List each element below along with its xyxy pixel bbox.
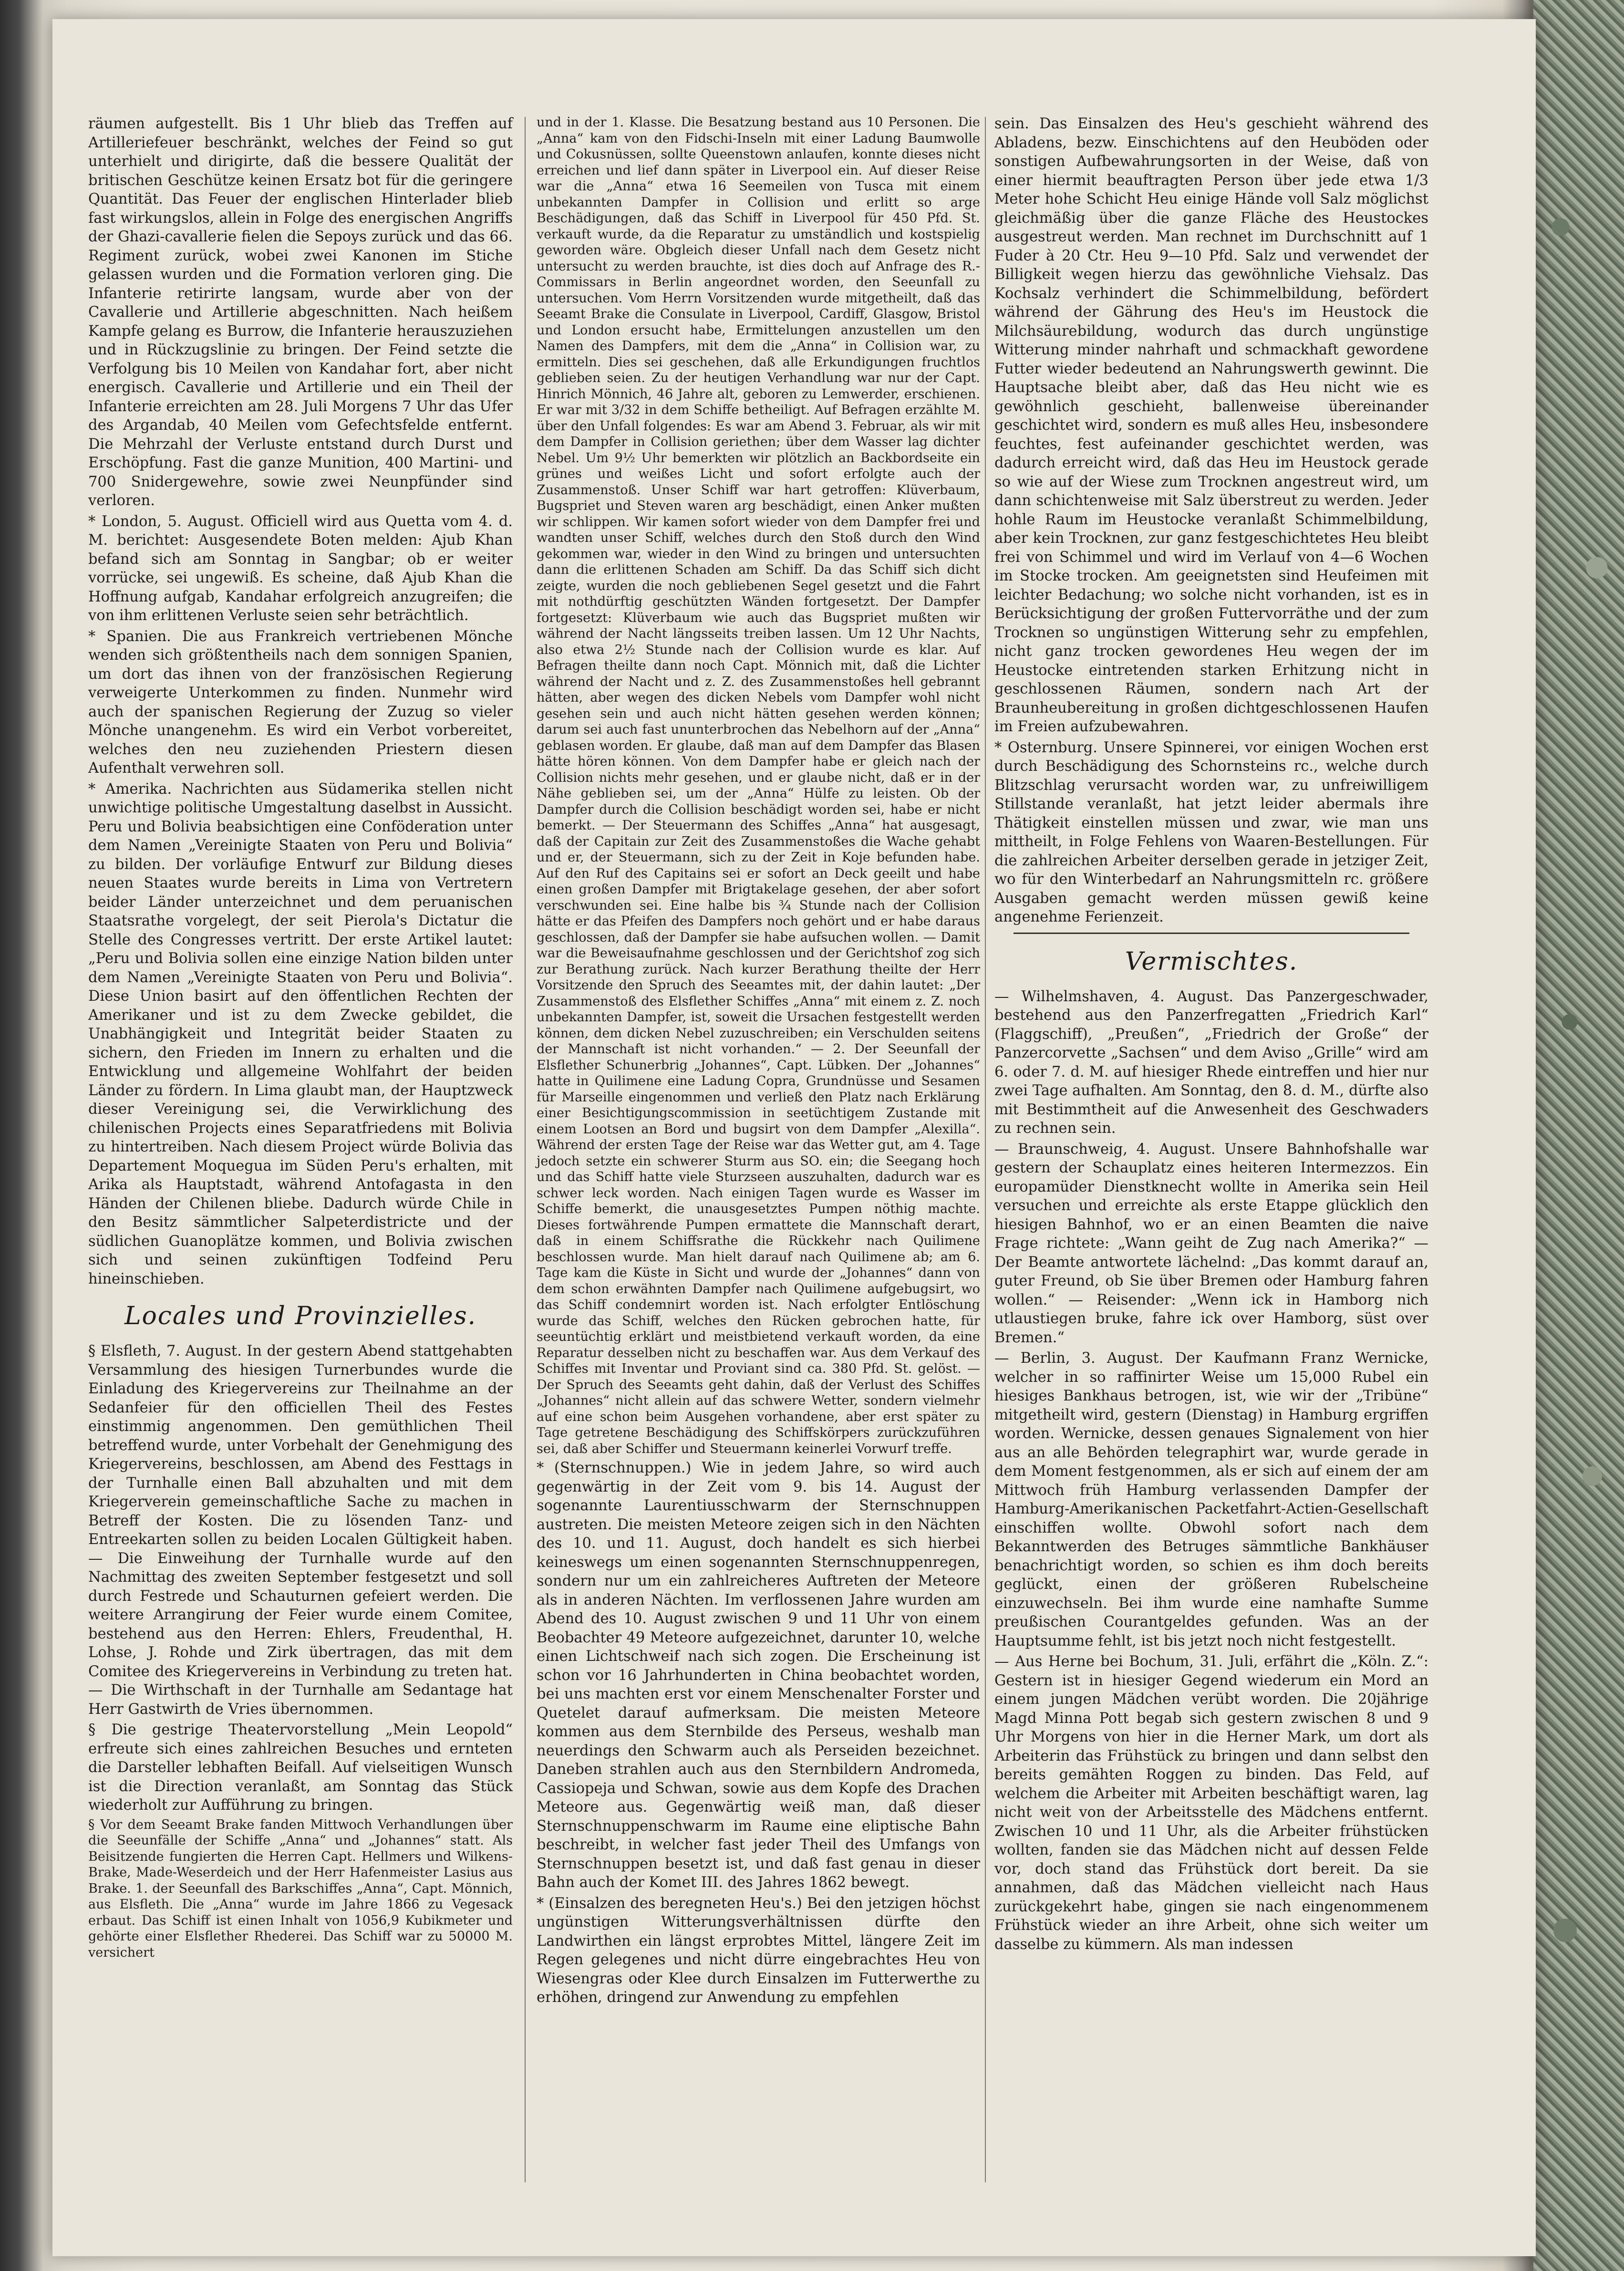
column-3 [994, 114, 1428, 1956]
article-wilhelmshaven: — Wilhelmshaven, 4. August. Das Panzergeschwader, bestehend aus den Panzerfregatten „Friedrich Karl“ (Flaggschiff), „Preußen“, „Friedrich der Große“ der Panzercorvette „Sachsen“ und dem Aviso „Grille“ wird am 6. oder 7. d. M. auf hiesiger Rhede eintreffen und hier nur zwei Tage aufhalten. Am Sonntag, den 8. d. M., dürfte also mit Bestimmtheit auf die Anwesenheit des Geschwaders zu rechnen sein. [994, 988, 1428, 1137]
article-einsalzen: * (Einsalzen des beregneten Heu's.) Bei den jetzigen höchst ungünstigen Witterungsverhältnissen dürfte den Landwirthen ein längst erprobtes Mittel, längere Zeit im Regen gelegenes und nicht dürre eingebrachtes Heu von Wiesengras oder Klee durch Einsalzen im Futterwerthe zu erhöhen, dringend zur Anwendung zu empfehlen [537, 1895, 980, 2006]
article-seeamt-continued: und in der 1. Klasse. Die Besatzung bestand aus 10 Personen. Die „Anna“ kam von den Fidschi-Inseln mit einer Ladung Baumwolle und Cokusnüssen, sollte Queenstown anlaufen, konnte dieses nicht erreichen und lief dann später in Liverpool ein. Auf dieser Reise war die „Anna“ etwa 16 Seemeilen von Tusca mit einem unbekannten Dampfer in Collision und erlitt so arge Beschädigungen, daß das Schiff in Liverpool für 450 Pfd. St. verkauft wurde, da die Reparatur zu umständlich und kostspielig geworden wäre. Obgleich dieser Unfall nach dem Gesetz nicht untersucht zu werden brauchte, ist dies doch auf Anfrage des R.-Commissars in Berlin angeordnet worden, den Seeunfall zu untersuchen. Vom Herrn Vorsitzenden wurde mitgetheilt, daß das Seeamt Brake die Consulate in Liverpool, Cardiff, Glasgow, Bristol und London ersucht habe, Ermittelungen anzustellen um den Namen des Dampfers, mit dem die „Anna“ in Collision war, zu ermitteln. Dies sei geschehen, daß alle Erkundigungen fruchtlos geblieben seien. Zu der heutigen Verhandlung war nur der Capt. Hinrich Mönnich, 46 Jahre alt, geboren zu Lemwerder, erschienen. Er war mit 3/32 in dem Schiffe betheiligt. Auf Befragen erzählte M. über den Unfall folgendes: Es war am Abend 3. Februar, als wir mit dem Dampfer in Collision geriethen; über dem Wasser lag dichter Nebel. Um 9½ Uhr bemerkten wir plötzlich an Backbordseite ein grünes und weißes Licht und sofort erfolgte auch der Zusammenstoß. Unser Schiff war hart getroffen: Klüverbaum, Bugspriet und Steven waren arg beschädigt, einen Anker mußten wir schlippen. Wir kamen sofort wieder von dem Dampfer frei und wandten unser Schiff, welches durch den Stoß durch den Wind gekommen war, wieder in den Wind zu bringen und untersuchten dann die erlittenen Schaden am Schiff. Da das Schiff sich dicht zeigte, wurden die noch gebliebenen Segel gesetzt und die Fahrt mit nothdürftig geschützten Wänden fortgesetzt. Der Dampfer fortgesetzt: Klüverbaum wie auch das Bugspriet mußten wir während der Nacht längsseits treiben lassen. Um 12 Uhr Nachts, also etwa 2½ Stunde nach der Collision wurde es klar. Auf Befragen theilte dann noch Capt. Mönnich mit, daß die Lichter während der Nacht und z. Z. des Zusammenstoßes hell gebrannt hätten, aber wegen des dicken Nebels vom Dampfer wohl nicht gesehen sein und auch nicht hätten gesehen werden können; darum sei auch fast ununterbrochen das Nebelhorn auf der „Anna“ geblasen worden. Er glaube, daß man auf dem Dampfer das Blasen hätte hören können. Von dem Dampfer habe er gleich nach der Collision nichts mehr gesehen, und er glaube nicht, daß er in der Nähe geblieben sei, um der „Anna“ Hülfe zu leisten. Ob der Dampfer durch die Collision beschädigt worden sei, habe er nicht bemerkt. — Der Steuermann des Schiffes „Anna“ hat ausgesagt, daß der Capitain zur Zeit des Zusammenstoßes die Wache gehabt und er, der Steuermann, sich zu der Zeit in Koje befunden habe. Auf den Ruf des Capitains sei er sofort an Deck geeilt und habe einen großen Dampfer mit Brigtakelage gesehen, der aber sofort verschwunden sei. Eine halbe bis ¾ Stunde nach der Collision hätte er das Pfeifen des Dampfers noch gehört und er habe daraus geschlossen, daß der Dampfer sie habe aufsuchen wollen. — Damit war die Beweisaufnahme geschlossen und der Gerichtshof zog sich zur Berathung zurück. Nach kurzer Berathung theilte der Herr Vorsitzende den Spruch des Seeamtes mit, der dahin lautet: „Der Zusammenstoß des Elsflether Schiffes „Anna“ mit einem z. Z. noch unbekannten Dampfer, ist, soweit die Ursachen festgestellt werden können, dem dicken Nebel zuzuschreiben; ein Verschulden seitens der Mannschaft ist nicht vorhanden.“ — 2. Der Seeunfall der Elsflether Schunerbrig „Johannes“, Capt. Lübken. Der „Johannes“ hatte in Quilimene eine Ladung Copra, Grundnüsse und Sesamen für Marseille eingenommen und verließ den Platz nach Erklärung einer Besichtigungscommission in seetüchtigem Zustande mit einem Lootsen an Bord und bugsirt von dem Dampfer „Alexilla“. Während der ersten Tage der Reise war das Wetter gut, am 4. Tage jedoch setzte ein schwerer Sturm aus SO. ein; die Seegang hoch und das Schiff hatte viele Sturzseen auszuhalten, dadurch war es schwer leck worden. Nach einigen Tagen wurde es Wasser im Schiffe bemerkt, die unausgesetztes Pumpen nöthig machte. Dieses fortwährende Pumpen ermattete die Mannschaft derart, daß in einem Schiffsrathe die Rückkehr nach Quilimene beschlossen wurde. Man hielt darauf nach Quilimene ab; am 6. Tage kam die Küste in Sicht und wurde der „Johannes“ dann von dem schon erwähnten Dampfer nach Quilimene aufgebugsirt, wo das Schiff condemnirt worden ist. Nach erfolgter Entlöschung wurde das Schiff, welches den Rücken gebrochen hatte, für seeuntüchtig erklärt und meistbietend verkauft worden, da eine Reparatur desselben nicht zu beschaffen war. Aus dem Verkauf des Schiffes mit Inventar und Proviant sind ca. 380 Pfd. St. gelöst. — Der Spruch des Seeamts geht dahin, daß der Verlust des Schiffes „Johannes“ nicht allein auf das schwere Wetter, sondern vielmehr auf eine schon beim Ausgehen vorhandene, aber erst später zu Tage getretene Beschädigung des Schiffskörpers zurückzuführen sei, daß aber Schiffer und Steuermann keinerlei Vorwurf treffe. [537, 115, 980, 1456]
article-sternschnuppen: * (Sternschnuppen.) Wie in jedem Jahre, so wird auch gegenwärtig in der Zeit vom 9. bis 14. August der sogenannte Laurentiusschwarm der Sternschnuppen austreten. Die meisten Meteore zeigen sich in den Nächten des 10. und 11. August, doch handelt es sich hierbei keineswegs um einen sogenannten Sternschnuppenregen, sondern nur um ein zahlreicheres Auftreten der Meteore als in anderen Nächten. Im verflossenen Jahre wurden am Abend des 10. August zwischen 9 und 11 Uhr von einem Beobachter 49 Meteore aufgezeichnet, darunter 10, welche einen Lichtschweif nach sich zogen. Die Erscheinung ist schon vor 16 Jahrhunderten in China beobachtet worden, bei uns machten erst vor einem Menschenalter Forster und Quetelet darauf aufmerksam. Die meisten Meteore kommen aus dem Sternbilde des Perseus, weshalb man neuerdings den Schwarm auch als Perseiden bezeichnet. Daneben strahlen auch aus den Sternbildern Andromeda, Cassiopeja und Schwan, sowie aus dem Kopfe des Drachen Meteore aus. Gegenwärtig weiß man, daß dieser Sternschnuppenschwarm im Raume eine eliptische Bahn beschreibt, in welcher fast jeder Theil des Umfangs von Sternschnuppen besetzt ist, und daß fast genau in dieser Bahn auch der Komet III. des Jahres 1862 bewegt. [537, 1460, 980, 1891]
column-separator [985, 117, 986, 2182]
article-einsalzen-continued: sein. Das Einsalzen des Heu's geschieht während des Abladens, bezw. Einschichtens auf den Heuböden oder sonstigen Aufbewahrungsorten in der Weise, daß von einer hiermit beauftragten Person über jede etwa 1/3 Meter hohe Schicht Heu einige Hände voll Salz möglichst gleichmäßig über die ganze Fläche des Heustockes ausgestreut werden. Man rechnet im Durchschnitt auf 1 Fuder à 20 Ctr. Heu 9—10 Pfd. Salz und verwendet der Billigkeit wegen hierzu das gewöhnliche Viehsalz. Das Kochsalz verhindert die Schimmelbildung, befördert während der Gährung des Heu's im Heustock die Milchsäurebildung, wodurch das durch ungünstige Witterung minder nahrhaft und schmackhaft gewordene Futter wieder bedeutend an Nahrungswerth gewinnt. Die Hauptsache bleibt aber, daß das Heu nicht wie es gewöhnlich geschieht, ballenweise übereinander geschichtet wird, sondern es muß alles Heu, insbesondere feuchtes, fest aufeinander geschichtet werden, was dadurch erreicht wird, daß das Heu im Heustock gerade so wie auf der Wiese zum Trocknen angestreut wird, um dann schichtenweise mit Salz überstreut zu werden. Jeder hohle Raum im Heustocke veranlaßt Schimmelbildung, aber kein Trocknen, zur ganz festgeschichtetes Heu bleibt frei von Schimmel und wird im Verlauf von 4—6 Wochen im Stocke trocken. Am geeignetsten sind Heufeimen mit leichter Bedachung; wo solche nicht vorhanden, ist es in Berücksichtigung der großen Futtervorräthe und der zum Trocknen so ungünstigen Witterung sehr zu empfehlen, nicht ganz trocken gewordenes Heu wegen der im Heustocke eintretenden starken Erhitzung nicht in geschlossenen Räumen, sondern nach Art der Braunheubereitung in großen dichtgeschlossenen Haufen im Freien aufzubewahren. [994, 115, 1428, 735]
article-elsfleth: § Elsfleth, 7. August. In der gestern Abend stattgehabten Versammlung des hiesigen Turnerbundes wurde die Einladung des Kriegervereins zur Theilnahme an der Sedanfeier für den officiellen Theil des Festes einstimmig angenommen. Den gemüthlichen Theil betreffend wurde, unter Vorbehalt der Genehmigung des Kriegervereins, beschlossen, am Abend des Festtags in der Turnhalle einen Ball abzuhalten und mit dem Kriegerverein gemeinschaftliche Sache zu machen in Betreff der Kosten. Die zu lösenden Tanz- und Entreekarten sollen zu beiden Localen Gültigkeit haben. — Die Einweihung der Turnhalle wurde auf den Nachmittag des zweiten September festgesetzt und soll durch Festrede und Schauturnen gefeiert werden. Die weitere Arrangirung der Feier wurde einem Comitee, bestehend aus den Herren: Ehlers, Freudenthal, H. Lohse, J. Rohde und Zirk übertragen, das mit dem Comitee des Kriegervereins in Verbindung zu treten hat. — Die Wirthschaft in der Turnhalle am Sedantage hat Herr Gastwirth de Vries übernommen. [88, 1343, 513, 1718]
section-rule [1014, 933, 1409, 934]
article-seeamt: § Vor dem Seeamt Brake fanden Mittwoch Verhandlungen über die Seeunfälle der Schiffe „Anna“ und „Johannes“ statt. Als Beisitzende fungierten die Herren Capt. Hellmers und Wilkens-Brake, Made-Weserdeich und der Herr Hafenmeister Lasius aus Brake. 1. der Seeunfall des Barkschiffes „Anna“, Capt. Mönnich, aus Elsfleth. Die „Anna“ wurde im Jahre 1866 zu Vegesack erbaut. Das Schiff ist einen Inhalt von 1056,9 Kubikmeter und gehörte einer Elsflether Rhederei. Das Schiff war zu 50000 M. versichert [88, 1817, 513, 1960]
article-osternburg: * Osternburg. Unsere Spinnerei, vor einigen Wochen erst durch Beschädigung des Schornsteins rc., welche durch Blitzschlag verursacht worden war, zu unfreiwilligem Stillstande veranlaßt, hat jetzt leider abermals ihre Thätigkeit einstellen müssen und zwar, wie man uns mittheilt, in Folge Fehlens von Waaren-Bestellungen. Für die zahlreichen Arbeiter derselben gerade in jetziger Zeit, wo für den Winterbedarf an Nahrungsmitteln rc. größere Ausgaben gemacht werden müssen gewiß keine angenehme Ferienzeit. [994, 739, 1428, 925]
section-heading-vermischtes: Vermischtes. [1125, 947, 1298, 976]
article-amerika: * Amerika. Nachrichten aus Südamerika stellen nicht unwichtige politische Umgestaltung daselbst in Aussicht. Peru und Bolivia beabsichtigen eine Conföderation unter dem Namen „Vereinigte Staaten von Peru und Bolivia“ zu bilden. Der vorläufige Entwurf zur Bildung dieses neuen Staates wurde bereits in Lima von Vertretern beider Länder unterzeichnet und dem peruanischen Staatsrathe vorgelegt, der seit Pierola's Dictatur die Stelle des Congresses vertritt. Der erste Artikel lautet: „Peru und Bolivia sollen eine einzige Nation bilden unter dem Namen „Vereinigte Staaten von Peru und Bolivia“. Diese Union basirt auf den öffentlichen Rechten der Amerikaner und ist zu dem Zwecke gebildet, die Unabhängigkeit und Integrität beider Staaten zu sichern, den Frieden im Innern zu erhalten und die Entwicklung und allgemeine Wohlfahrt der beiden Länder zu fördern. In Lima glaubt man, der Hauptzweck dieser Vereinigung sei, die Verwirklichung des chilenischen Projects eines Separatfriedens mit Bolivia zu hintertreiben. Nach diesem Project würde Bolivia das Departement Moquegua im Süden Peru's erhalten, mit Arika als Hauptstadt, während Antofagasta in den Händen der Chilenen bliebe. Dadurch würde Chile in den Besitz sämmtlicher Salpeterdistricte und der südlichen Guanoplätze kommen, und Bolivia zwischen sich und seinen zukünftigen Todfeind Peru hineinschieben. [88, 780, 513, 1287]
section-heading-locales: Locales und Provinzielles. [124, 1302, 477, 1330]
article-spanien: * Spanien. Die aus Frankreich vertriebenen Mönche wenden sich größtentheils nach dem sonnigen Spanien, um dort das ihnen von der französischen Regierung verweigerte Unterkommen zu finden. Nunmehr wird auch der spanischen Regierung der Zuzug so vieler Mönche unangenehm. Es wird ein Verbot vorbereitet, welches den neu zuziehenden Priestern diesen Aufenthalt verwehren soll. [88, 628, 513, 777]
article-london: * London, 5. August. Officiell wird aus Quetta vom 4. d. M. berichtet: Ausgesendete Boten melden: Ajub Khan befand sich am Sonntag in Sangbar; ob er weiter vorrücke, sei ungewiß. Es scheine, daß Ajub Khan die Hoffnung aufgab, Kandahar erfolgreich anzugreifen; die von ihm erlittenen Verluste seien sehr beträchtlich. [88, 513, 513, 624]
article-battle-report: räumen aufgestellt. Bis 1 Uhr blieb das Treffen auf Artilleriefeuer beschränkt, welches der Feind so gut unterhielt und dirigirte, daß die bessere Qualität der britischen Geschütze keinen Ersatz bot für die geringere Quantität. Das Feuer der englischen Hinterlader blieb fast wirkungslos, allein in Folge des energischen Angriffs der Ghazi-cavallerie fielen die Sepoys zurück und das 66. Regiment zurück, wobei zwei Kanonen im Stiche gelassen wurden und die Formation verloren ging. Die Infanterie retirirte langsam, wurde aber von der Cavallerie und Artillerie abgeschnitten. Nach heißem Kampfe gelang es Burrow, die Infanterie herauszuziehen und in Rückzugslinie zu bringen. Der Feind setzte die Verfolgung bis 10 Meilen von Kandahar fort, aber nicht energisch. Cavallerie und Artillerie und ein Theil der Infanterie erreichten am 28. Juli Morgens 7 Uhr das Ufer des Argandab, 40 Meilen vom Gefechtsfelde entfernt. Die Mehrzahl der Verluste entstand durch Durst und Erschöpfung. Fast die ganze Munition, 400 Martini- und 700 Snidergewehre, sowie zwei Neunpfünder sind verloren. [88, 115, 513, 509]
column-1 [88, 114, 513, 1962]
article-herne: — Aus Herne bei Bochum, 31. Juli, erfährt die „Köln. Z.“: Gestern ist in hiesiger Gegend wiederum ein Mord an einem jungen Mädchen verübt worden. Die 20jährige Magd Minna Pott begab sich gestern zwischen 8 und 9 Uhr Morgens von hier in die Herner Mark, um dort als Arbeiterin das Frühstück zu bringen und dann selbst den bereits gemähten Roggen zu binden. Das Feld, auf welchem die Arbeiter mit Arbeiten beschäftigt waren, lag nicht weit von der Arbeitsstelle des Mädchens entfernt. Zwischen 10 und 11 Uhr, als die Arbeiter frühstücken wollten, fanden sie das Mädchen nicht auf dessen Felde vor, doch stand das Frühstück dort bereit. Da sie annahmen, daß das Mädchen vielleicht nach Haus zurückgekehrt habe, gingen sie nach eingenommenem Frühstück wieder an ihre Arbeit, ohne sich weiter um dasselbe zu kümmern. Als man indessen [994, 1653, 1428, 1953]
column-separator [525, 117, 526, 2182]
article-theater: § Die gestrige Theatervorstellung „Mein Leopold“ erfreute sich eines zahlreichen Besuches und ernteten die Darsteller lebhaften Beifall. Auf vielseitigen Wunsch ist die Direction veranlaßt, am Sonntag das Stück wiederholt zur Aufführung zu bringen. [88, 1721, 513, 1814]
article-braunschweig: — Braunschweig, 4. August. Unsere Bahnhofshalle war gestern der Schauplatz eines heiteren Intermezzos. Ein europamüder Dienstknecht wollte in Amerika sein Heil versuchen und erreichte als erste Etappe glücklich den hiesigen Bahnhof, wo er an einen Beamten die naive Frage richtete: „Wann geiht de Zug nach Amerika?“ — Der Beamte antwortete lächelnd: „Das kommt darauf an, guter Freund, ob Sie über Bremen oder Hamburg fahren wollen.“ — Reisender: „Wenn ick in Hamborg nich utlaustiegen bruke, fahre ick over Hamborg, süst over Bremen.“ [994, 1141, 1428, 1346]
column-2 [537, 114, 980, 2009]
article-berlin: — Berlin, 3. August. Der Kaufmann Franz Wernicke, welcher in so raffinirter Weise um 15,000 Rubel ein hiesiges Bankhaus betrogen, ist, wie wir der „Tribüne“ mitgetheilt wird, gestern (Dienstag) in Hamburg ergriffen worden. Wernicke, dessen genaues Signalement von hier aus an alle Behörden telegraphirt war, wurde gerade in dem Moment festgenommen, als er sich auf einem der am Mittwoch früh Hamburg verlassenden Dampfer der Hamburg-Amerikanischen Packetfahrt-Actien-Gesellschaft einschiffen wollte. Obwohl sofort nach dem Bekanntwerden des Betruges sämmtliche Bankhäuser benachrichtigt worden, so schien es ihm doch bereits geglückt, einen der größeren Rubelscheine einzuwechseln. Bei ihm wurde eine namhafte Summe preußischen Courantgeldes gefunden. Was an der Hauptsumme fehlt, ist bis jetzt noch nicht festgestellt. [994, 1350, 1428, 1649]
marbled-binding [1533, 0, 1624, 2271]
